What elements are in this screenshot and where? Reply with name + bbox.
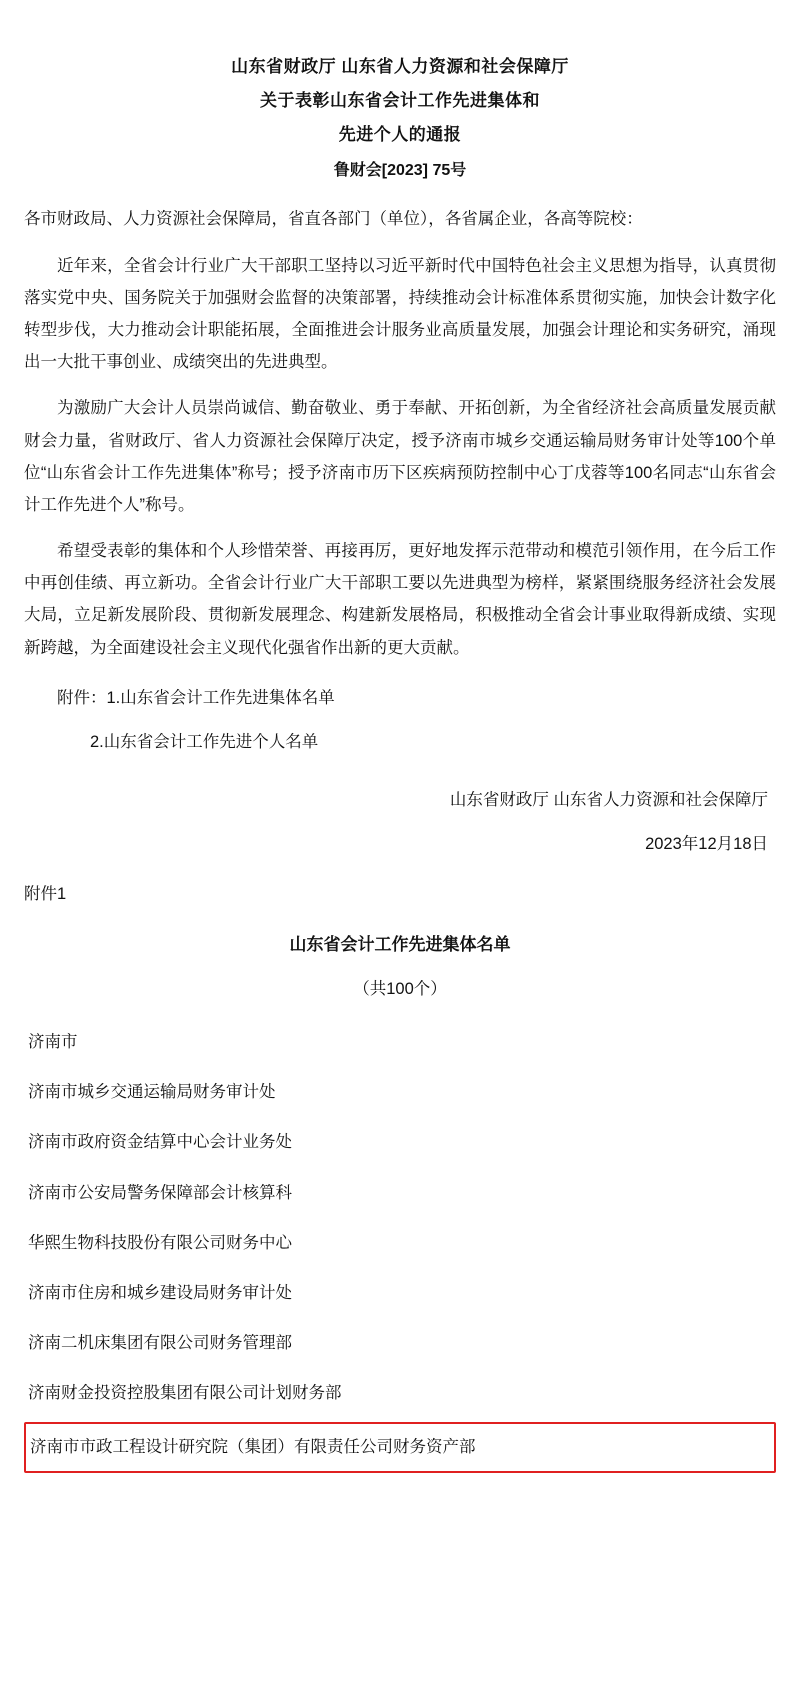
attachment-line-2: 2.山东省会计工作先进个人名单 [90, 732, 319, 751]
issue-date: 2023年12月18日 [645, 835, 768, 854]
list-item: 济南市政府资金结算中心会计业务处 [28, 1133, 292, 1152]
header-line-2: 关于表彰山东省会计工作先进集体和 [260, 91, 540, 110]
salutation: 各市财政局、人力资源社会保障局，省直各部门（单位），各省属企业，各高等院校： [24, 210, 643, 229]
list-item: 济南市公安局警务保障部会计核算科 [28, 1183, 292, 1202]
list-item: 济南市住房和城乡建设局财务审计处 [28, 1283, 292, 1302]
honoree-list [24, 1017, 776, 1473]
list-item: 华熙生物科技股份有限公司财务中心 [28, 1233, 292, 1252]
list-item-highlighted: 济南市市政工程设计研究院（集团）有限责任公司财务资产部 [24, 1422, 776, 1472]
body-paragraph-1: 近年来，全省会计行业广大干部职工坚持以习近平新时代中国特色社会主义思想为指导，认真贯彻落实党中央、国务院关于加强财会监督的决策部署，持续推动会计标准体系贯彻实施，加快会计数字化转型步伐，大力推动会计职能拓展，全面推进会计服务业高质量发展，加强会计理论和实务研究，涌现出一大批干事创业、成绩突出的先进典型。 [24, 256, 776, 372]
list-item: 济南市城乡交通运输局财务审计处 [28, 1083, 276, 1102]
appendix-count: （共100个） [353, 980, 447, 999]
list-item: 济南二机床集团有限公司财务管理部 [28, 1334, 292, 1353]
header-line-3: 先进个人的通报 [338, 125, 462, 144]
list-item: 济南市 [28, 1032, 78, 1051]
body-paragraph-3: 希望受表彰的集体和个人珍惜荣誉、再接再厉，更好地发挥示范带动和模范引领作用，在今后工作中再创佳绩、再立新功。全省会计行业广大干部职工要以先进典型为榜样，紧紧围绕服务经济社会发展大局，立足新发展阶段、贯彻新发展理念、构建新发展格局，积极推动全省会计事业取得新成绩、实现新跨越，为全面建设社会主义现代化强省作出新的更大贡献。 [24, 542, 776, 657]
document-number: 鲁财会[2023] 75号 [333, 162, 467, 179]
appendix-title: 山东省会计工作先进集体名单 [289, 934, 511, 954]
header-line-1: 山东省财政厅 山东省人力资源和社会保障厅 [231, 57, 569, 76]
signer: 山东省财政厅 山东省人力资源和社会保障厅 [449, 791, 768, 810]
body-paragraph-2: 为激励广大会计人员崇尚诚信、勤奋敬业、勇于奉献、开拓创新，为全省经济社会高质量发展贡献财会力量，省财政厅、省人力资源社会保障厅决定，授予济南市城乡交通运输局财务审计处等100个单位“山东省会计工作先进集体”称号；授予济南市历下区疾病预防控制中心丁戊蓉等100名同志“山东省会计工作先进个人”称号。 [24, 399, 776, 514]
appendix-label: 附件1 [24, 885, 67, 904]
document-header [24, 50, 776, 152]
attachment-line-1: 附件：1.山东省会计工作先进集体名单 [57, 688, 335, 707]
list-item: 济南财金投资控股集团有限公司计划财务部 [28, 1384, 342, 1403]
